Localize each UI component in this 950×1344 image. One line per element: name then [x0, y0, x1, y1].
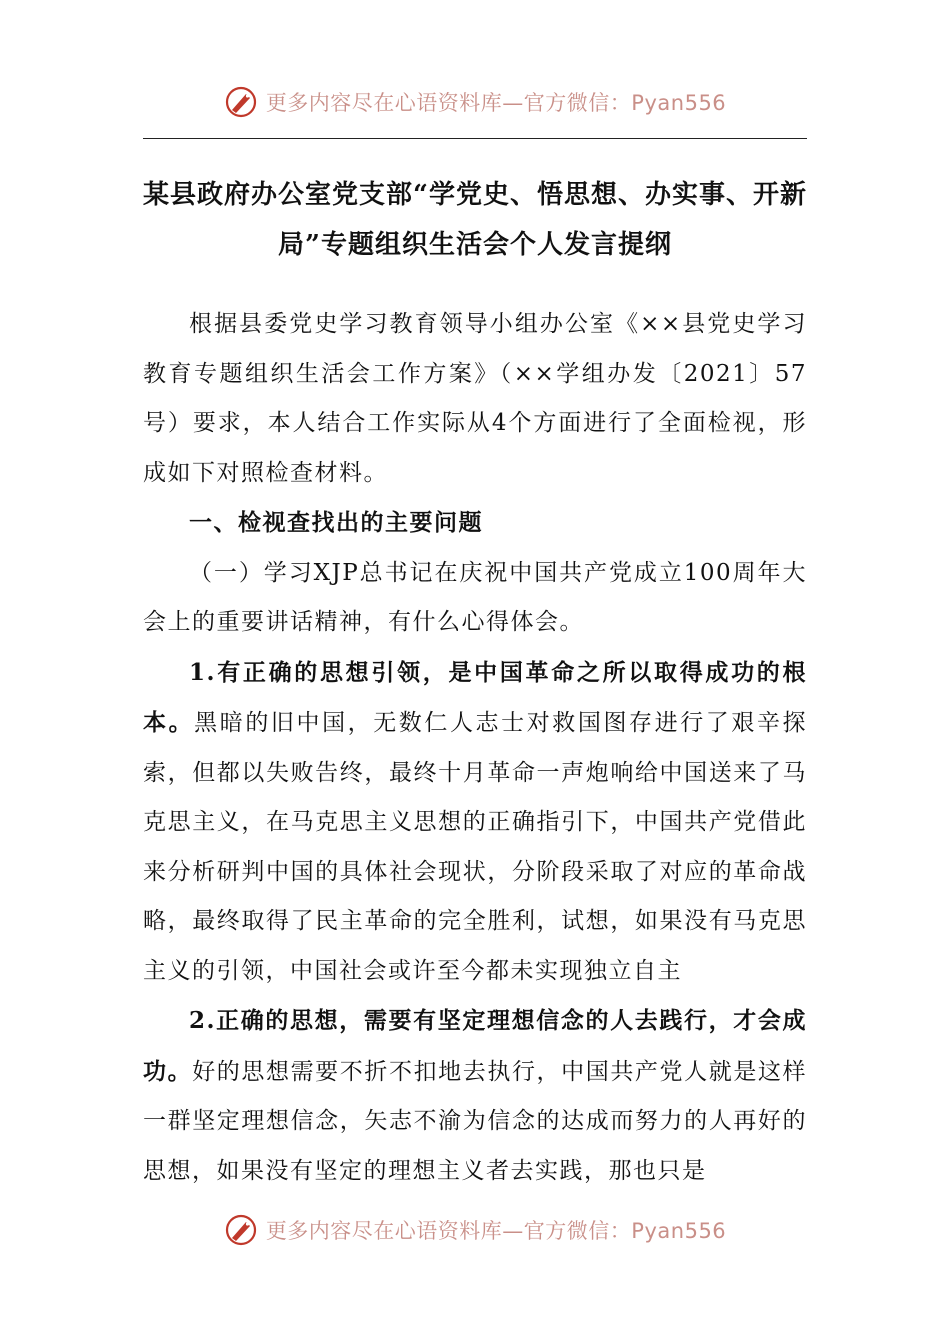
- point-2-paragraph: [143, 996, 807, 1196]
- intro-paragraph: 根据县委党史学习教育领导小组办公室《××县党史学习教育专题组织生活会工作方案》（××学组办发〔2021〕57号）要求，本人结合工作实际从4个方面进行了全面检视，形成如下对照检查材料。: [143, 311, 807, 486]
- watermark-text: 更多内容尽在心语资料库—官方微信：Pyan556: [265, 91, 727, 115]
- pen-nib-circle-icon: [224, 85, 258, 119]
- point-2-lead: 2.正确的思想，需要有坚定理想信念的人去践行，才会成功。: [143, 1007, 807, 1085]
- watermark-text: 更多内容尽在心语资料库—官方微信：Pyan556: [265, 1219, 727, 1243]
- header-divider: [143, 138, 807, 139]
- subsection-paragraph: （一）学习XJP总书记在庆祝中国共产党成立100周年大会上的重要讲话精神，有什么心得体会。: [143, 559, 807, 635]
- point-2-body: 好的思想需要不折不扣地去执行，中国共产党人就是这样一群坚定理想信念，矢志不渝为信念的达成而努力的人再好的思想，如果没有坚定的理想主义者去实践，那也只是: [143, 1058, 808, 1184]
- section-heading: 一、检视查找出的主要问题: [189, 509, 483, 536]
- watermark-banner-top: [0, 82, 950, 122]
- document-body: [143, 300, 807, 1196]
- pen-nib-circle-icon: [224, 1213, 258, 1247]
- point-1-lead: 1.有正确的思想引领，是中国革命之所以取得成功的根本。: [143, 658, 807, 736]
- watermark-banner-bottom: [0, 1210, 950, 1250]
- point-1-body: 黑暗的旧中国，无数仁人志士对救国图存进行了艰辛探索，但都以失败告终，最终十月革命一声炮响给中国送来了马克思主义，在马克思主义思想的正确指引下，中国共产党借此来分析研判中国的具体社会现状，分阶段采取了对应的革命战略，最终取得了民主革命的完全胜利，试想，如果没有马克思主义的引领，中国社会或许至今都未实现独立自主: [143, 710, 808, 984]
- document-title: 某县政府办公室党支部“学党史、悟思想、办实事、开新局”专题组织生活会个人发言提纲: [143, 180, 807, 260]
- point-1-paragraph: [143, 648, 807, 997]
